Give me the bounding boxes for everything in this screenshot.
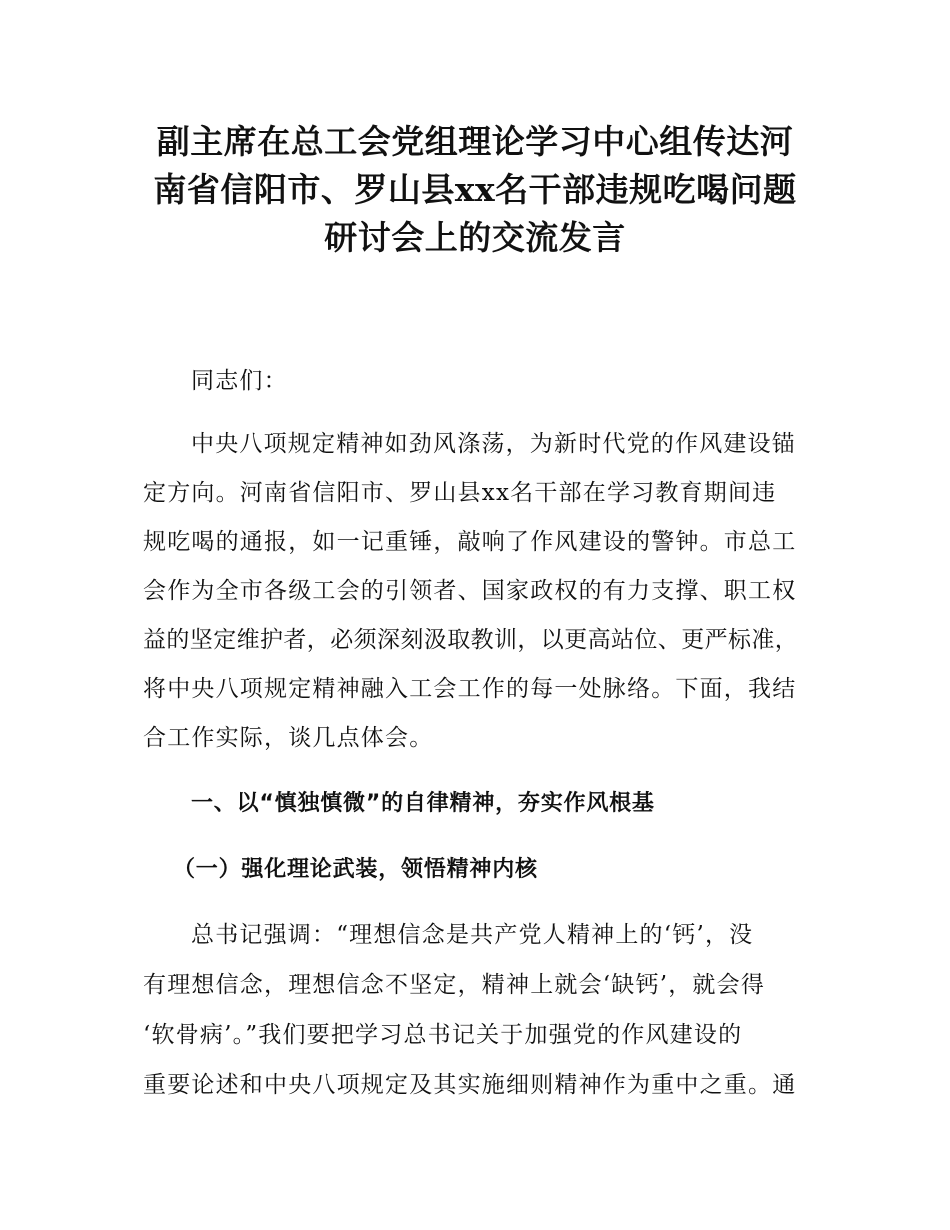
paragraph-line: 中央八项规定精神如劲风涤荡，为新时代党的作风建设锚 — [191, 431, 796, 457]
salutation: 同志们： — [191, 368, 288, 394]
paragraph-line: 将中央八项规定精神融入工会工作的每一处脉络。下面，我结 — [143, 676, 797, 702]
title-line: 副主席在总工会党组理论学习中心组传达河 — [156, 122, 794, 161]
document-title — [120, 118, 830, 262]
paragraph-line: 益的坚定维护者，必须深刻汲取教训，以更高站位、更严标准， — [143, 627, 799, 653]
title-line: 研讨会上的交流发言 — [324, 218, 626, 257]
subsection-heading: （一）强化理论武装，领悟精神内核 — [173, 857, 538, 882]
paragraph-line: 规吃喝的通报，如一记重锤，敲响了作风建设的警钟。市总工 — [143, 529, 797, 555]
section-heading: 一、以“慎独慎微”的自律精神，夯实作风根基 — [191, 791, 655, 816]
paragraph-line: 有理想信念，理想信念不坚定，精神上就会‘缺钙’，就会得 — [143, 972, 766, 998]
paragraph-line: ‘软骨病’。”我们要把学习总书记关于加强党的作风建设的 — [143, 1022, 743, 1048]
paragraph-line: 合工作实际，谈几点体会。 — [143, 725, 434, 751]
paragraph-line: 会作为全市各级工会的引领者、国家政权的有力支撑、职工权 — [143, 578, 797, 604]
paragraph-line: 重要论述和中央八项规定及其实施细则精神作为重中之重。通 — [143, 1072, 797, 1098]
title-line: 南省信阳市、罗山县xx名干部违规吃喝问题 — [153, 170, 797, 209]
paragraph-line: 定方向。河南省信阳市、罗山县xx名干部在学习教育期间违 — [143, 480, 777, 506]
paragraph-line: 总书记强调：“理想信念是共产党人精神上的‘钙’，没 — [191, 922, 754, 948]
